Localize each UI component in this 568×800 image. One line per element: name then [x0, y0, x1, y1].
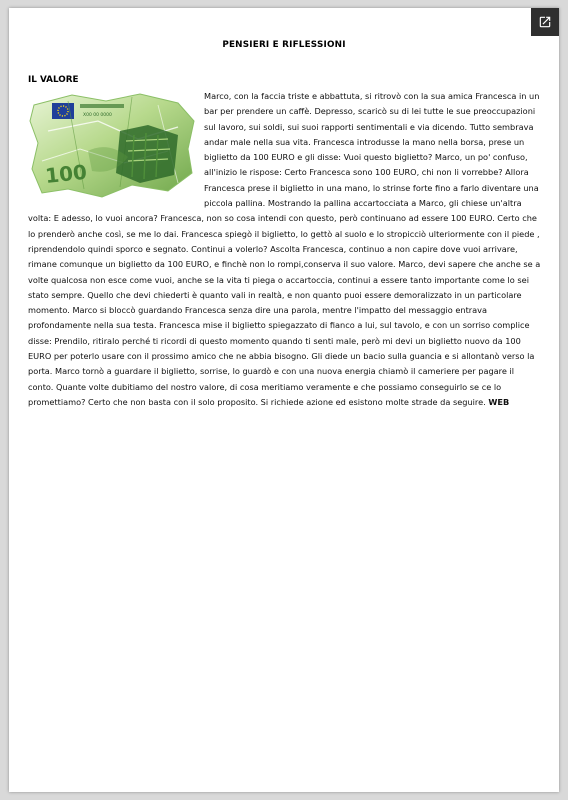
- section-heading: IL VALORE: [28, 75, 79, 85]
- article-text: Marco, con la faccia triste e abbattuta, si ritrovò con la sua amica Francesca in un bar per prendere un caffè. Depresso, scaricò su di lei tutte le sue preoccupazioni sul lavoro, sui soldi, sui suoi rapporti sentimentali e via dicendo. Tutto sembrava andar male nella sua vita. Francesca introdusse la mano nella borsa, prese un biglietto da 100 EURO e gli disse: Vuoi questo biglietto? Marco, un po' confuso, all'inizio le rispose: Certo Francesca sono 100 EURO, chi non li vorrebbe? Allora Francesca prese il biglietto in una mano, lo strinse forte fino a farlo diventare una piccola pallina. Mostrando la pallina accartocciata a Marco, gli chiese un'altra volta: E adesso, lo vuoi ancora? Francesca, non so cosa intendi con questo, però continuano ad essere 100 EURO. Certo che lo prenderò anche così, se me lo dai. Francesca spiegò il biglietto, lo gettò al suolo e lo stropicciò ulteriormente con il piede , riprendendolo quindi sporco e segnato. Continui a volerlo? Ascolta Francesca, continuo a non capire dove vuoi arrivare, rimane comunque un biglietto da 100 EURO, e finchè non lo rompi,conserva il suo valore. Marco, devi sapere che anche se a volte qualcosa non esce come vuoi, anche se la vita ti piega o accartoccia, continui a essere tanto importante come lo sei stato sempre. Quello che devi chiederti è quanto vali in realtà, e non quanto puoi essere demoralizzato in un particolare momento. Marco si bloccò guardando Francesca senza dire una parola, mentre l'impatto del messaggio entrava profondamente nella sua testa. Francesca mise il biglietto spiegazzato di fianco a lui, sul tavolo, e con un sorriso complice disse: Prendilo, ritiralo perché ti ricordi di questo momento quando ti senti male, però mi devi un biglietto nuovo da 100 EURO per poterlo usare con il prossimo amico che ne abbia bisogno. Gli diede un bacio sulla guancia e si allontanò verso la porta. Marco tornò a guardare il biglietto, sorrise, lo guardò e con una nuova energia chiamò il cameriere per pagare il conto. Quante volte dubitiamo del nostro valore, di cosa meritiamo veramente e che possiamo conseguirlo se ce lo promettiamo? Certo che non basta con il solo proposito. Si richiede azione ed esistono molte strade da seguire.: [28, 91, 541, 407]
- open-external-button[interactable]: [531, 8, 559, 36]
- banknote-image: [28, 91, 198, 201]
- crumpled-100-euro-banknote-icon: [28, 91, 198, 201]
- document-title: PENSIERI E RIFLESSIONI: [222, 40, 346, 50]
- open-in-new-window-icon: [538, 15, 552, 29]
- banknote-denomination: 100: [44, 159, 89, 188]
- document-page: [9, 8, 559, 792]
- article-body: [28, 89, 541, 410]
- banknote-serial: X00 00 0000: [83, 113, 112, 118]
- source-label: WEB: [488, 396, 510, 407]
